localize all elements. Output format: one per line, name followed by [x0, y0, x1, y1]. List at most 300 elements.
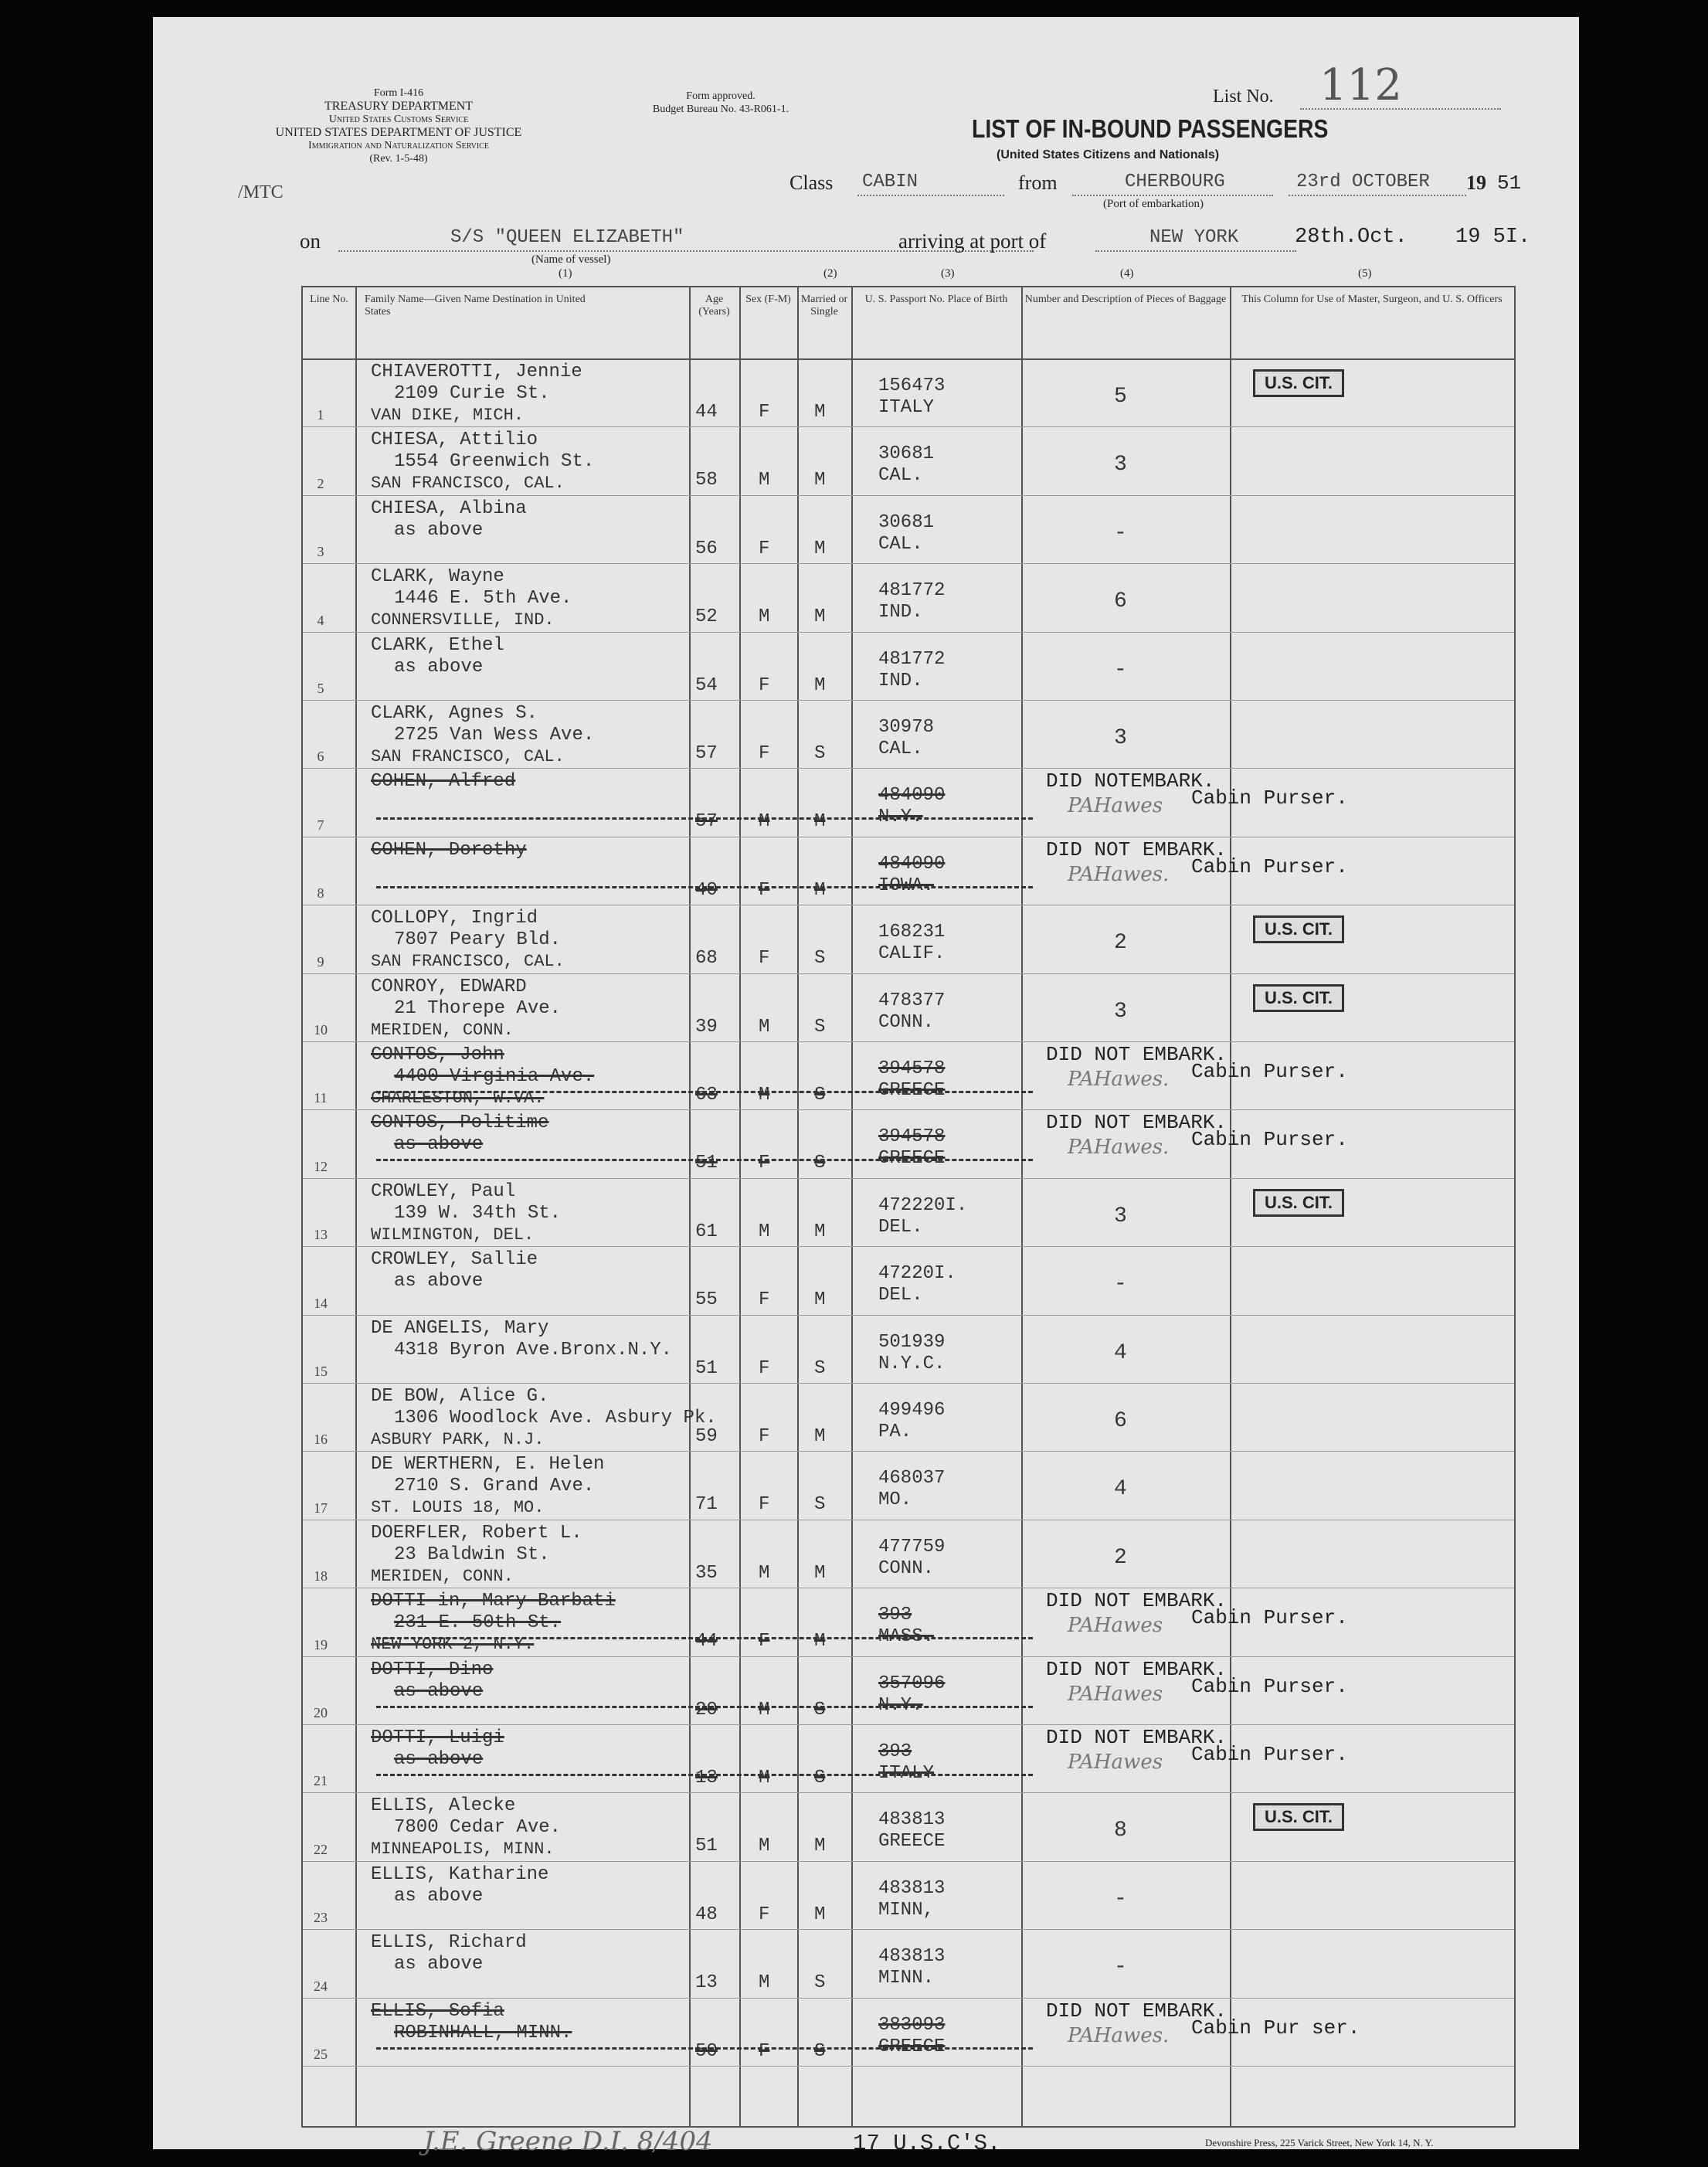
- baggage-count: -: [1114, 521, 1127, 545]
- place-of-birth: DEL.: [878, 1285, 923, 1306]
- line-number: 8: [317, 885, 324, 902]
- baggage-count: 3: [1114, 453, 1127, 477]
- passport-number: 484090: [878, 785, 946, 807]
- age: 51: [695, 1153, 718, 1174]
- revision: (Rev. 1-5-48): [369, 153, 428, 165]
- us-citizen-stamp: U.S. CIT.: [1253, 915, 1344, 943]
- vessel-name: S/S "QUEEN ELIZABETH": [450, 227, 684, 248]
- place-of-birth: CONN.: [878, 1011, 935, 1033]
- address-line-1: as above: [394, 656, 484, 678]
- passenger-name: DOTTI-in, Mary Barbati: [371, 1591, 616, 1612]
- from-value: CHERBOURG: [1125, 172, 1225, 192]
- baggage-count: 2: [1114, 1545, 1127, 1570]
- purser-note: Cabin Purser.: [1191, 1743, 1348, 1766]
- address-line-1: ROBINHALL, MINN.: [394, 2022, 572, 2043]
- table-row: [303, 1861, 1514, 1929]
- line-number: 9: [317, 953, 324, 970]
- age: 59: [695, 1426, 718, 1447]
- marital-status: S: [814, 1085, 826, 1106]
- passport-number: 481772: [878, 648, 946, 670]
- address-line-2: WILMINGTON, DEL.: [371, 1224, 535, 1245]
- place-of-birth: CONN.: [878, 1557, 935, 1579]
- passenger-name: ELLIS, Richard: [371, 1932, 527, 1954]
- passenger-name: COLLOPY, Ingrid: [371, 908, 538, 929]
- col-head-sex: Sex (F-M): [745, 294, 791, 305]
- embark-date: 23rd OCTOBER: [1296, 172, 1430, 192]
- ins-service: Immigration and Naturalization Service: [308, 140, 489, 151]
- address-line-1: 2109 Curie St.: [394, 383, 550, 404]
- passenger-name: CONROY, EDWARD: [371, 976, 527, 997]
- us-citizen-stamp: U.S. CIT.: [1253, 1803, 1344, 1831]
- sex: F: [759, 674, 770, 696]
- sex: F: [759, 1153, 770, 1174]
- passport-number: 393: [878, 1605, 912, 1626]
- form-title: LIST OF IN-BOUND PASSENGERS: [972, 114, 1329, 143]
- marital-status: S: [814, 1357, 826, 1379]
- passport-number: 501939: [878, 1331, 946, 1353]
- purser-note: Cabin Purser.: [1191, 1060, 1348, 1083]
- purser-signature: PAHawes: [1068, 1682, 1163, 1706]
- line-number: 5: [317, 680, 324, 696]
- col-head-officers: This Column for Use of Master, Surgeon, and U. S. Officers: [1241, 294, 1503, 305]
- col-num-4: (4): [1120, 267, 1134, 280]
- marital-status: S: [814, 1153, 826, 1174]
- address-line-1: 7800 Cedar Ave.: [394, 1817, 562, 1839]
- address-line-1: as above: [394, 1680, 484, 1702]
- age: 51: [695, 1357, 718, 1379]
- port-embark-caption: (Port of embarkation): [1103, 198, 1204, 210]
- table-row: [303, 1451, 1514, 1519]
- purser-note: Cabin Purser.: [1191, 1674, 1348, 1698]
- marital-status: M: [814, 1836, 826, 1857]
- form-agency-block: [267, 87, 530, 165]
- table-row: [303, 1109, 1514, 1177]
- col-head-married: Married or Single: [800, 294, 848, 318]
- baggage-count: 6: [1114, 589, 1127, 614]
- passenger-name: DOERFLER, Robert L.: [371, 1522, 582, 1544]
- did-not-embark-note: DID NOT EMBARK.: [1046, 1657, 1228, 1681]
- address-line-1: 2725 Van Wess Ave.: [394, 725, 595, 746]
- mtc-note: /MTC: [238, 182, 284, 202]
- us-citizen-stamp: U.S. CIT.: [1253, 1189, 1344, 1217]
- passenger-table: [301, 286, 1516, 2128]
- marital-status: S: [814, 743, 826, 764]
- did-not-embark-note: DID NOT EMBARK.: [1046, 1043, 1228, 1066]
- table-row: [303, 1041, 1514, 1109]
- inspector-signature: J.E. Greene D.I. 8/404: [423, 2126, 713, 2157]
- address-line-1: as above: [394, 1134, 484, 1156]
- age: 39: [695, 1016, 718, 1038]
- form-approved: Form approved.: [686, 90, 756, 102]
- baggage-count: -: [1114, 657, 1127, 682]
- col-head-baggage: Number and Description of Pieces of Baggage: [1024, 294, 1227, 305]
- passport-number: 483813: [878, 1877, 946, 1899]
- baggage-count: 4: [1114, 1340, 1127, 1365]
- passport-number: 481772: [878, 580, 946, 602]
- baggage-count: 3: [1114, 1204, 1127, 1228]
- line-number: 3: [317, 544, 324, 560]
- baggage-count: 3: [1114, 726, 1127, 750]
- address-line-2: SAN FRANCISCO, CAL.: [371, 747, 565, 766]
- did-not-embark-note: DID NOT EMBARK.: [1046, 1726, 1228, 1749]
- line-number: 12: [314, 1158, 328, 1174]
- passenger-name: CHIESA, Attilio: [371, 430, 538, 451]
- purser-signature: PAHawes.: [1068, 1068, 1170, 1091]
- line-number: 24: [314, 1978, 328, 1994]
- passport-number: 484090: [878, 853, 946, 875]
- passenger-name: DE ANGELIS, Mary: [371, 1317, 549, 1339]
- age: 40: [695, 879, 718, 901]
- line-number: 14: [314, 1295, 328, 1311]
- age: 57: [695, 811, 718, 833]
- place-of-birth: N.Y.C.: [878, 1353, 946, 1374]
- row-divider: [303, 2066, 1514, 2067]
- address-line-1: as above: [394, 519, 484, 541]
- table-row: [303, 1929, 1514, 1997]
- embark-year: 51: [1497, 172, 1522, 195]
- address-line-1: as above: [394, 1271, 484, 1292]
- table-row: [303, 632, 1514, 700]
- baggage-count: -: [1114, 1272, 1127, 1297]
- address-line-1: 1306 Woodlock Ave. Asbury Pk.: [394, 1408, 717, 1428]
- age: 58: [695, 470, 718, 491]
- arrival-year: 19 5I.: [1455, 226, 1531, 249]
- passport-number: 499496: [878, 1400, 946, 1421]
- passport-number: 30978: [878, 717, 935, 738]
- col-head-name: Family Name—Given Name Destination in United States: [365, 294, 586, 318]
- age: 13: [695, 1972, 718, 1994]
- purser-signature: PAHawes: [1068, 794, 1163, 818]
- baggage-count: 5: [1114, 385, 1127, 409]
- sex: M: [759, 811, 770, 833]
- sex: F: [759, 2040, 770, 2062]
- line-number: 19: [314, 1636, 328, 1652]
- place-of-birth: CAL.: [878, 533, 923, 555]
- baggage-count: -: [1114, 1955, 1127, 1980]
- arrival-port-line: [1095, 250, 1296, 252]
- sex: F: [759, 948, 770, 970]
- place-of-birth: ITALY: [878, 1763, 935, 1784]
- passenger-name: CONTOS, John: [371, 1044, 504, 1065]
- did-not-embark-note: DID NOT EMBARK.: [1046, 837, 1228, 861]
- passport-number: 472220I.: [878, 1194, 968, 1216]
- baggage-count: -: [1114, 1887, 1127, 1911]
- passenger-name: CHIAVEROTTI, Jennie: [371, 362, 582, 382]
- address-line-2: ASBURY PARK, N.J.: [371, 1430, 545, 1449]
- sex: F: [759, 402, 770, 423]
- age: 51: [695, 1836, 718, 1857]
- passport-number: 30681: [878, 443, 935, 465]
- age: 57: [695, 743, 718, 764]
- address-line-1: 23 Baldwin St.: [394, 1544, 550, 1565]
- passenger-name: ELLIS, Sofia: [371, 2000, 504, 2022]
- address-line-1: 1554 Greenwich St.: [394, 451, 595, 473]
- passenger-name: CONTOS, Politime: [371, 1112, 549, 1134]
- did-not-embark-note: DID NOTEMBARK.: [1046, 769, 1215, 793]
- passport-number: 394578: [878, 1058, 946, 1079]
- passenger-name: DOTTI, Dino: [371, 1659, 494, 1680]
- arrival-port: NEW YORK: [1149, 227, 1239, 248]
- strike-line: [376, 1159, 1033, 1161]
- passenger-name: DE BOW, Alice G.: [371, 1386, 549, 1407]
- class-label: Class: [789, 172, 834, 194]
- passenger-name: ELLIS, Katharine: [371, 1863, 549, 1885]
- address-line-1: 7807 Peary Bld.: [394, 929, 562, 951]
- marital-status: S: [814, 1972, 826, 1994]
- place-of-birth: MINN.: [878, 1968, 935, 1989]
- purser-note: Cabin Purser.: [1191, 854, 1348, 878]
- line-number: 6: [317, 749, 324, 765]
- class-value: CABIN: [862, 172, 919, 192]
- embark-date-line: [1289, 195, 1466, 196]
- passport-number: 30681: [878, 511, 935, 533]
- address-line-1: 21 Thorepe Ave.: [394, 997, 562, 1019]
- age: 55: [695, 1289, 718, 1311]
- place-of-birth: MINN,: [878, 1899, 935, 1921]
- marital-status: M: [814, 538, 826, 559]
- marital-status: S: [814, 1016, 826, 1038]
- table-row: [303, 495, 1514, 563]
- passport-number: 483813: [878, 1946, 946, 1968]
- from-label: from: [1018, 172, 1058, 194]
- approval-block: [624, 90, 817, 116]
- age: 35: [695, 1562, 718, 1584]
- table-row: [303, 1178, 1514, 1246]
- strike-line: [376, 886, 1033, 888]
- class-line: [857, 195, 1004, 196]
- line-number: 15: [314, 1363, 328, 1379]
- address-line-2: NEW YORK 2, N.Y.: [371, 1635, 535, 1655]
- age: 56: [695, 538, 718, 559]
- did-not-embark-note: DID NOT EMBARK.: [1046, 1589, 1228, 1613]
- passport-number: 383093: [878, 2014, 946, 2036]
- marital-status: M: [814, 402, 826, 423]
- line-number: 4: [317, 612, 324, 628]
- age: 68: [695, 948, 718, 970]
- strike-line: [376, 1706, 1033, 1708]
- passenger-name: CROWLEY, Sallie: [371, 1249, 538, 1271]
- address-line-1: 1446 E. 5th Ave.: [394, 588, 572, 610]
- table-row: [303, 358, 1514, 426]
- passport-number: 393: [878, 1741, 912, 1762]
- line-number: 23: [314, 1910, 328, 1926]
- baggage-count: 2: [1114, 931, 1127, 956]
- address-line-1: as above: [394, 1885, 484, 1907]
- place-of-birth: GREECE: [878, 2036, 946, 2057]
- baggage-count: 3: [1114, 999, 1127, 1024]
- did-not-embark-note: DID NOT EMBARK.: [1046, 1111, 1228, 1135]
- line-number: 25: [314, 2046, 328, 2062]
- line-number: 7: [317, 817, 324, 833]
- marital-status: S: [814, 1494, 826, 1516]
- address-line-1: as above: [394, 1749, 484, 1770]
- address-line-2: ST. LOUIS 18, MO.: [371, 1498, 545, 1518]
- table-row: [303, 1315, 1514, 1383]
- line-number: 1: [317, 407, 324, 423]
- purser-signature: PAHawes: [1068, 1614, 1163, 1638]
- place-of-birth: IOWA.: [878, 875, 935, 896]
- arriving-label: arriving at port of: [898, 229, 1047, 253]
- address-line-1: 4400 Virginia Ave.: [394, 1066, 595, 1087]
- sex: M: [759, 606, 770, 628]
- sex: F: [759, 743, 770, 764]
- table-row: [303, 1792, 1514, 1860]
- purser-signature: PAHawes.: [1068, 862, 1170, 886]
- col-head-line: Line No.: [310, 294, 348, 305]
- line-number: 21: [314, 1773, 328, 1789]
- form-number: Form I-416: [373, 87, 424, 99]
- age: 48: [695, 1904, 718, 1925]
- list-no-value: 112: [1319, 60, 1402, 110]
- table-row: [303, 768, 1514, 836]
- place-of-birth: MASS.: [878, 1626, 935, 1648]
- address-line-2: MERIDEN, CONN.: [371, 1020, 514, 1040]
- sex: M: [759, 1562, 770, 1584]
- line-number: 18: [314, 1568, 328, 1584]
- line-number: 10: [314, 1021, 328, 1038]
- line-number: 17: [314, 1500, 328, 1516]
- strike-line: [376, 1091, 1033, 1093]
- line-number: 11: [314, 1090, 328, 1106]
- table-row: [303, 1588, 1514, 1656]
- marital-status: S: [814, 1699, 826, 1720]
- passenger-name: CROWLEY, Paul: [371, 1180, 516, 1202]
- purser-note: Cabin Purser.: [1191, 1128, 1348, 1152]
- baggage-count: 8: [1114, 1819, 1127, 1843]
- justice-dept: UNITED STATES DEPARTMENT OF JUSTICE: [275, 126, 522, 139]
- address-line-2: CONNERSVILLE, IND.: [371, 610, 555, 630]
- table-row: [303, 1656, 1514, 1724]
- purser-note: Cabin Purser.: [1191, 1606, 1348, 1630]
- marital-status: M: [814, 811, 826, 833]
- marital-status: S: [814, 948, 826, 970]
- line-number: 16: [314, 1432, 328, 1448]
- col-num-5: (5): [1358, 267, 1372, 280]
- purser-note: Cabin Purser.: [1191, 786, 1348, 810]
- form-subtitle: (United States Citizens and Nationals): [997, 148, 1220, 161]
- place-of-birth: CALIF.: [878, 943, 946, 965]
- passenger-name: DE WERTHERN, E. Helen: [371, 1454, 605, 1476]
- marital-status: M: [814, 1426, 826, 1447]
- age: 63: [695, 1085, 718, 1106]
- place-of-birth: GREECE: [878, 1148, 946, 1170]
- vessel-caption: (Name of vessel): [531, 253, 611, 266]
- address-line-1: 2710 S. Grand Ave.: [394, 1476, 595, 1497]
- place-of-birth: GREECE: [878, 1831, 946, 1853]
- marital-status: M: [814, 1562, 826, 1584]
- strike-line: [376, 2047, 1033, 2050]
- marital-status: M: [814, 1221, 826, 1242]
- marital-status: M: [814, 1631, 826, 1652]
- marital-status: M: [814, 470, 826, 491]
- marital-status: M: [814, 674, 826, 696]
- baggage-count: 4: [1114, 1477, 1127, 1502]
- col-num-2: (2): [823, 267, 837, 280]
- marital-status: M: [814, 1904, 826, 1925]
- passenger-name: CLARK, Wayne: [371, 566, 504, 588]
- passenger-name: ELLIS, Alecke: [371, 1795, 516, 1817]
- sex: F: [759, 1357, 770, 1379]
- strike-line: [376, 1774, 1033, 1776]
- line-number: 20: [314, 1704, 328, 1720]
- marital-status: S: [814, 2040, 826, 2062]
- line-number: 22: [314, 1841, 328, 1857]
- age: 20: [695, 1699, 718, 1720]
- place-of-birth: IND.: [878, 670, 923, 691]
- sex: M: [759, 470, 770, 491]
- passenger-name: CLARK, Agnes S.: [371, 703, 538, 724]
- sex: M: [759, 1221, 770, 1242]
- place-of-birth: DEL.: [878, 1216, 923, 1238]
- treasury-dept: TREASURY DEPARTMENT: [324, 100, 474, 113]
- purser-signature: PAHawes.: [1068, 1136, 1170, 1160]
- sex: M: [759, 1836, 770, 1857]
- table-row: [303, 905, 1514, 973]
- did-not-embark-note: DID NOT EMBARK.: [1046, 1999, 1228, 2023]
- customs-service: United States Customs Service: [328, 114, 469, 125]
- place-of-birth: CAL.: [878, 465, 923, 487]
- col-head-age: Age (Years): [698, 294, 730, 318]
- manifest-page: [153, 17, 1579, 2157]
- marital-status: M: [814, 879, 826, 901]
- place-of-birth: N.Y.: [878, 1694, 923, 1716]
- address-line-1: 231 E. 50th St.: [394, 1612, 562, 1634]
- age: 71: [695, 1494, 718, 1516]
- passport-number: 156473: [878, 375, 946, 396]
- passport-number: 483813: [878, 1809, 946, 1831]
- strike-line: [376, 1637, 1033, 1639]
- passenger-name: COHEN, Alfred: [371, 771, 516, 793]
- place-of-birth: GREECE: [878, 1080, 946, 1101]
- sex: F: [759, 1631, 770, 1652]
- table-row: [303, 1246, 1514, 1314]
- address-line-1: 4318 Byron Ave.Bronx.N.Y.: [394, 1339, 673, 1360]
- address-line-2: VAN DIKE, MICH.: [371, 406, 525, 425]
- passport-number: 478377: [878, 990, 946, 1011]
- table-row: [303, 973, 1514, 1041]
- sex: M: [759, 1972, 770, 1994]
- baggage-count: 6: [1114, 1409, 1127, 1433]
- table-row: [303, 1520, 1514, 1588]
- passport-number: 168231: [878, 922, 946, 943]
- passport-number: 357096: [878, 1673, 946, 1694]
- passenger-name: CLARK, Ethel: [371, 634, 504, 656]
- passport-number: 468037: [878, 1468, 946, 1489]
- sex: M: [759, 1768, 770, 1788]
- passenger-name: DOTTI, Luigi: [371, 1727, 504, 1748]
- place-of-birth: N.Y.: [878, 807, 923, 828]
- line-number: 13: [314, 1227, 328, 1243]
- sex: F: [759, 1426, 770, 1447]
- sex: M: [759, 1016, 770, 1038]
- age: 44: [695, 402, 718, 423]
- sex: F: [759, 1289, 770, 1311]
- sex: F: [759, 538, 770, 559]
- table-row: [303, 1724, 1514, 1792]
- col-head-passport: U. S. Passport No. Place of Birth: [864, 294, 1008, 305]
- sex: F: [759, 1904, 770, 1925]
- table-row: [303, 837, 1514, 905]
- place-of-birth: IND.: [878, 602, 923, 623]
- address-line-2: SAN FRANCISCO, CAL.: [371, 474, 565, 494]
- address-line-1: 139 W. 34th St.: [394, 1202, 562, 1224]
- printer-imprint: Devonshire Press, 225 Varick Street, New York 14, N. Y.: [1205, 2137, 1434, 2148]
- table-row: [303, 563, 1514, 631]
- table-row: [303, 700, 1514, 768]
- age: 54: [695, 674, 718, 696]
- place-of-birth: CAL.: [878, 739, 923, 759]
- table-row: [303, 1998, 1514, 2066]
